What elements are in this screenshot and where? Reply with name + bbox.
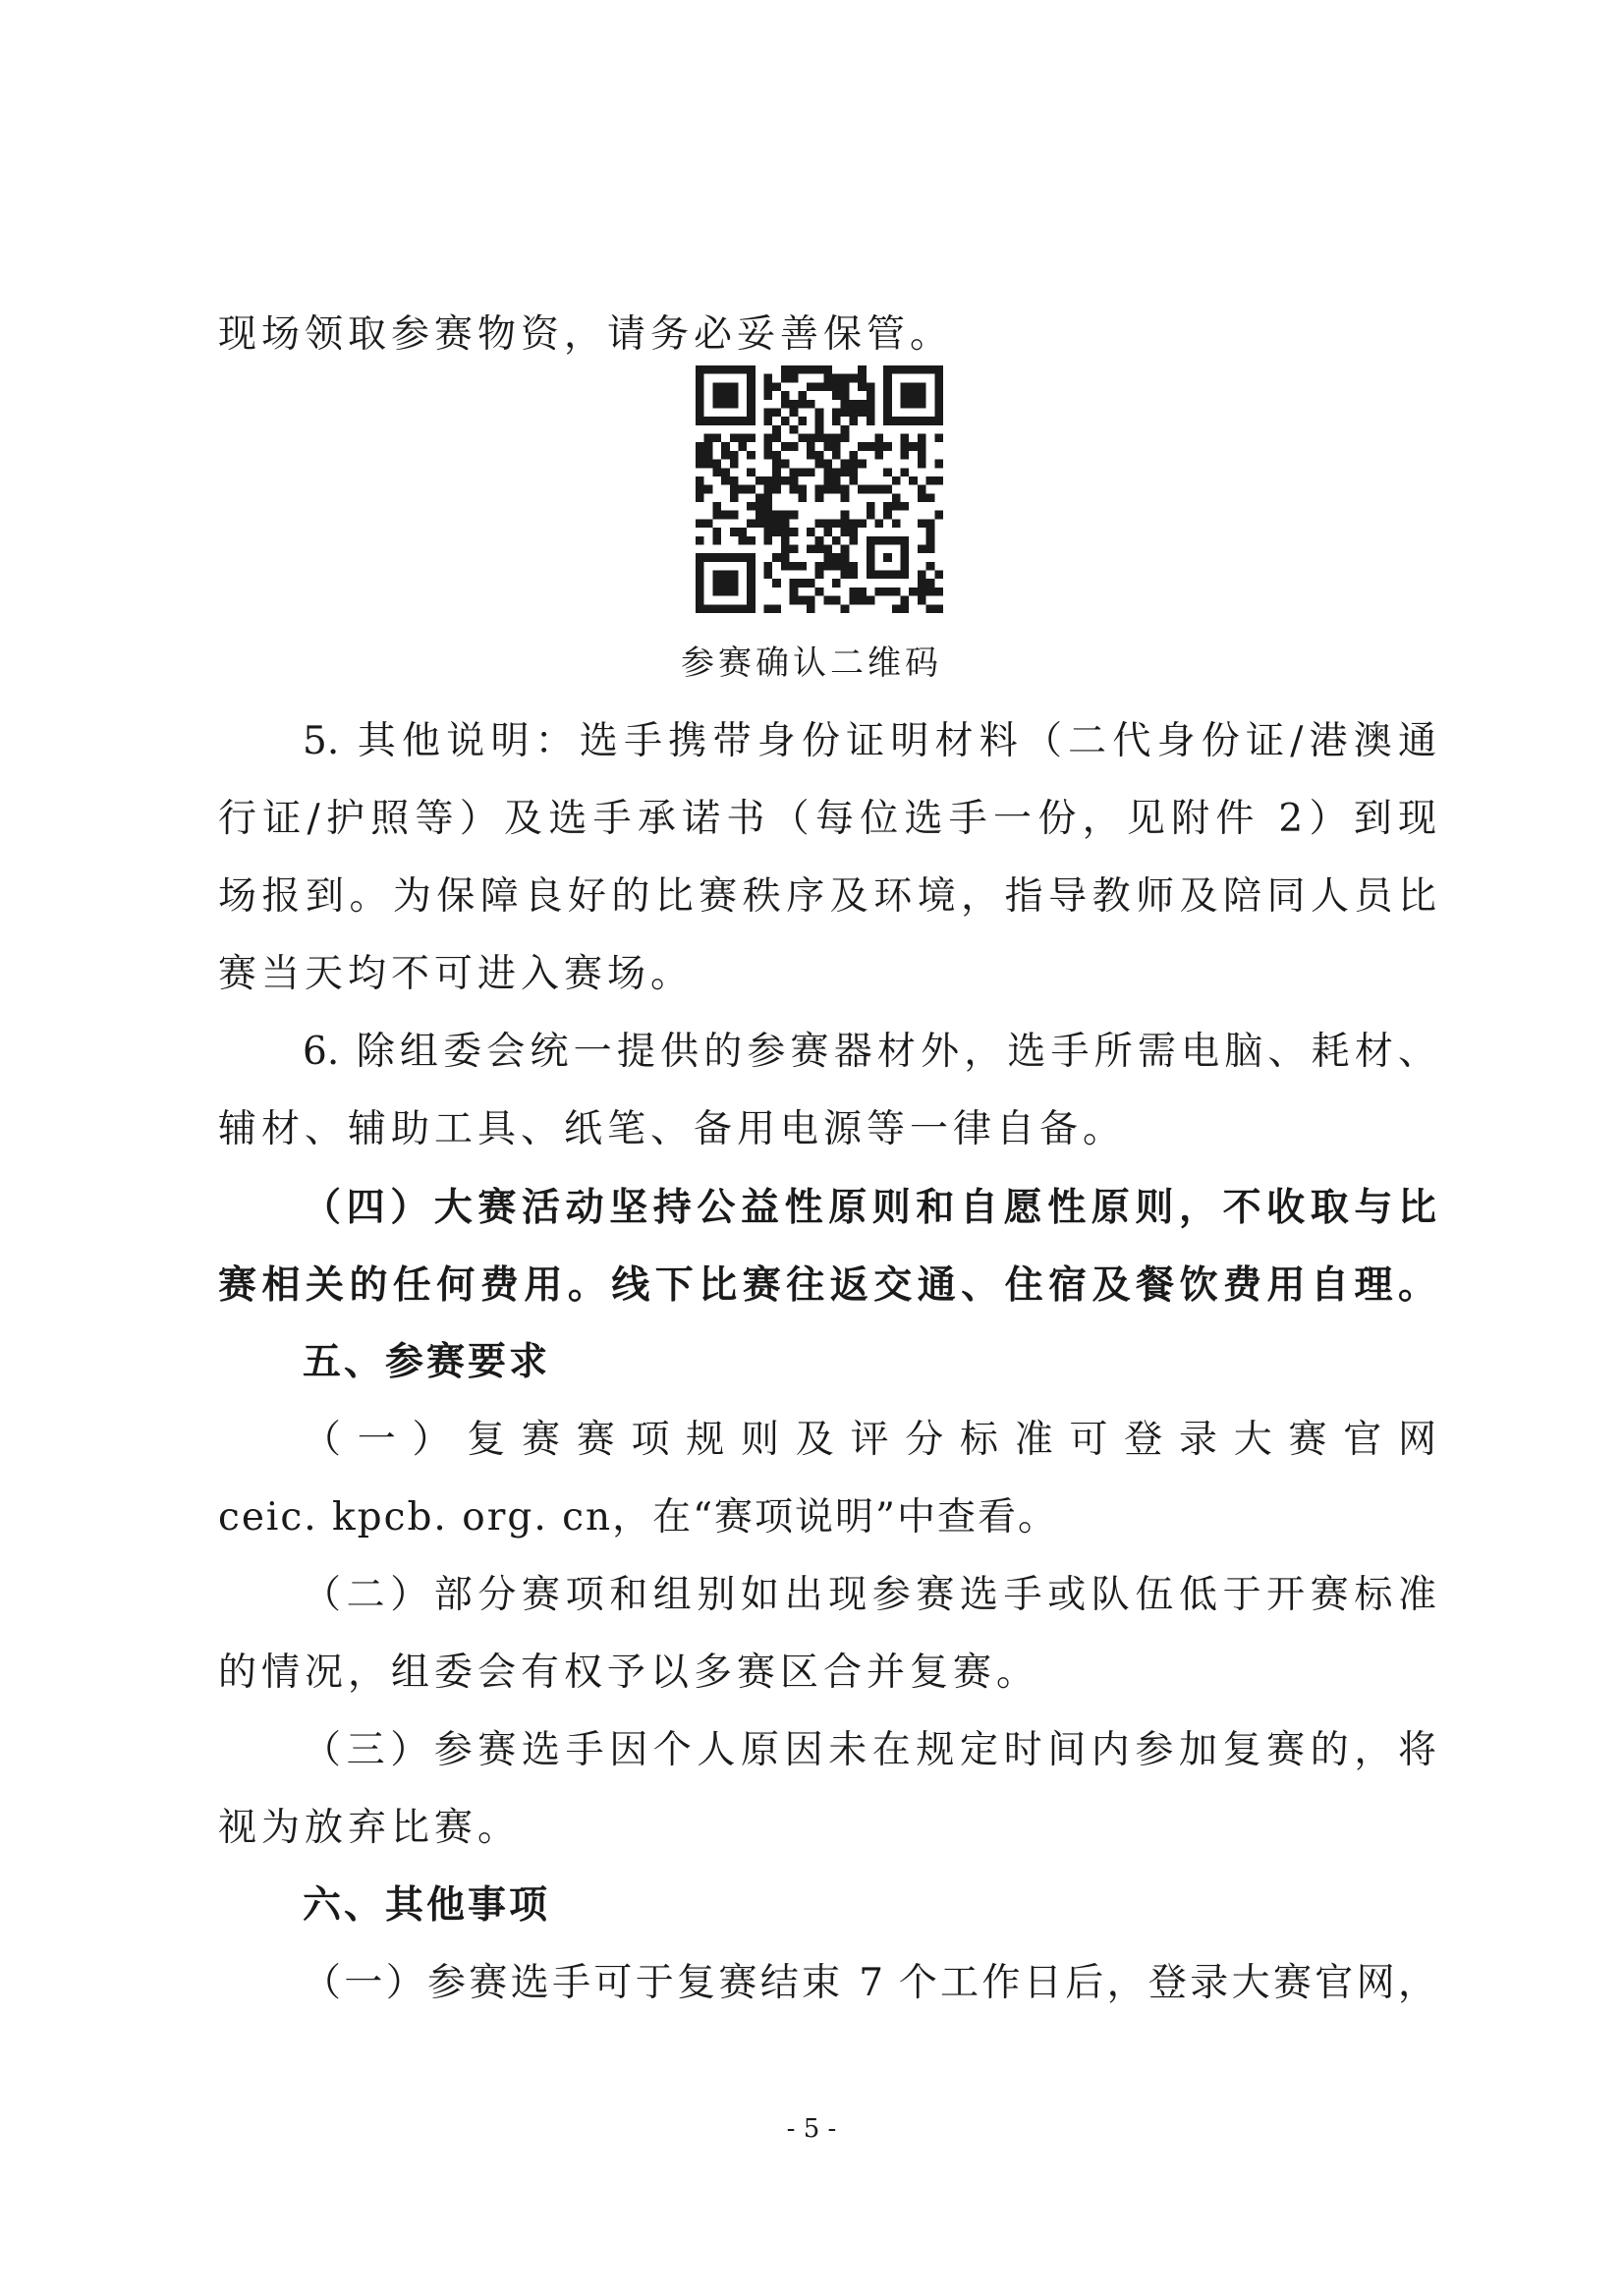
section-heading: 六、其他事项: [303, 1883, 551, 1928]
section-heading: 五、参赛要求: [303, 1340, 551, 1384]
paragraph-line: 行证/护照等）及选手承诺书（每位选手一份，见附件 2）到现: [218, 797, 1436, 841]
paragraph-line: （三）参赛选手因个人原因未在规定时间内参加复赛的，将: [303, 1728, 1436, 1772]
paragraph-line: 6. 除组委会统一提供的参赛器材外，选手所需电脑、耗材、: [303, 1030, 1436, 1074]
paragraph-line: ceic. kpcb. org. cn，在“赛项说明”中查看。: [218, 1495, 1058, 1540]
paragraph-line: （一）复赛赛项规则及评分标准可登录大赛官网: [303, 1418, 1436, 1462]
paragraph-line: 赛当天均不可进入赛场。: [218, 952, 695, 996]
paragraph-line: 辅材、辅助工具、纸笔、备用电源等一律自备。: [218, 1107, 1127, 1151]
paragraph-line: 视为放弃比赛。: [218, 1806, 522, 1850]
paragraph-line: 的情况，组委会有权予以多赛区合并复赛。: [218, 1651, 1040, 1695]
qr-caption: 参赛确认二维码: [681, 644, 942, 683]
page-number: - 5 -: [786, 2114, 837, 2144]
paragraph-line: 5. 其他说明：选手携带身份证明材料（二代身份证/港澳通: [303, 719, 1436, 763]
paragraph-line: （四）大赛活动坚持公益性原则和自愿性原则，不收取与比: [303, 1185, 1436, 1230]
paragraph-line: 现场领取参赛物资，请务必妥善保管。: [218, 312, 954, 357]
paragraph-line: （一）参赛选手可于复赛结束 7 个工作日后，登录大赛官网，: [303, 1961, 1436, 2005]
paragraph-line: 赛相关的任何费用。线下比赛往返交通、住宿及餐饮费用自理。: [218, 1262, 1436, 1308]
paragraph-line: （二）部分赛项和组别如出现参赛选手或队伍低于开赛标准: [303, 1573, 1436, 1617]
paragraph-line: 场报到。为保障良好的比赛秩序及环境，指导教师及陪同人员比: [218, 874, 1436, 919]
qr-code-icon: [696, 365, 943, 613]
